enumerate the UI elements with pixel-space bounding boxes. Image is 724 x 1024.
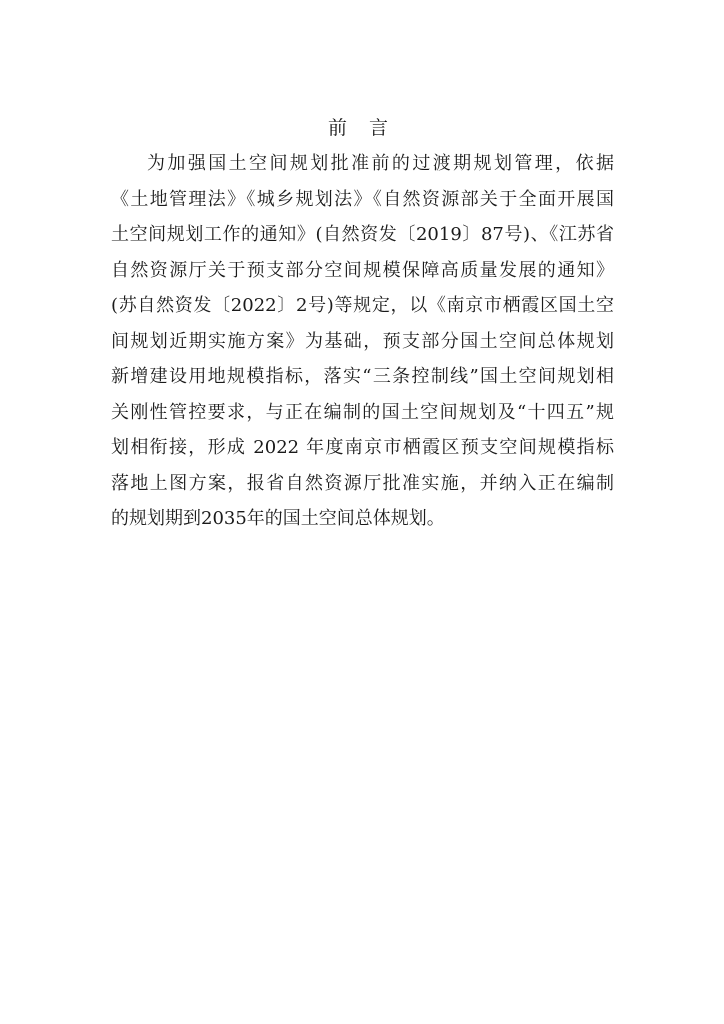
- paragraph-line: 新增建设用地规模指标，落实“三条控制线”国土空间规划相: [111, 366, 614, 387]
- paragraph-line: 落地上图方案，报省自然资源厅批准实施，并纳入正在编制: [111, 472, 614, 494]
- paragraph-line: (苏自然资发〔2022〕2号)等规定，以《南京市栖霞区国土空: [111, 295, 614, 316]
- paragraph-line: 土空间规划工作的通知》(自然资发〔2019〕87号)、《江苏省: [111, 224, 614, 245]
- paragraph-line: 划相衔接，形成 2022 年度南京市栖霞区预支空间规模指标: [111, 437, 614, 458]
- paragraph-line: 为加强国土空间规划批准前的过渡期规划管理，依据: [147, 153, 614, 174]
- paragraph-line: 自然资源厅关于预支部分空间规模保障高质量发展的通知》: [111, 259, 614, 281]
- paragraph-line: 间规划近期实施方案》为基础，预支部分国土空间总体规划: [111, 330, 614, 352]
- paragraph-line: 的规划期到2035年的国土空间总体规划。: [111, 508, 445, 529]
- page-title: 前 言: [327, 117, 397, 139]
- preface-paragraph: [111, 146, 614, 537]
- paragraph-line: 关刚性管控要求，与正在编制的国土空间规划及“十四五”规: [111, 401, 614, 423]
- paragraph-line: 《土地管理法》《城乡规划法》《自然资源部关于全面开展国: [111, 188, 614, 210]
